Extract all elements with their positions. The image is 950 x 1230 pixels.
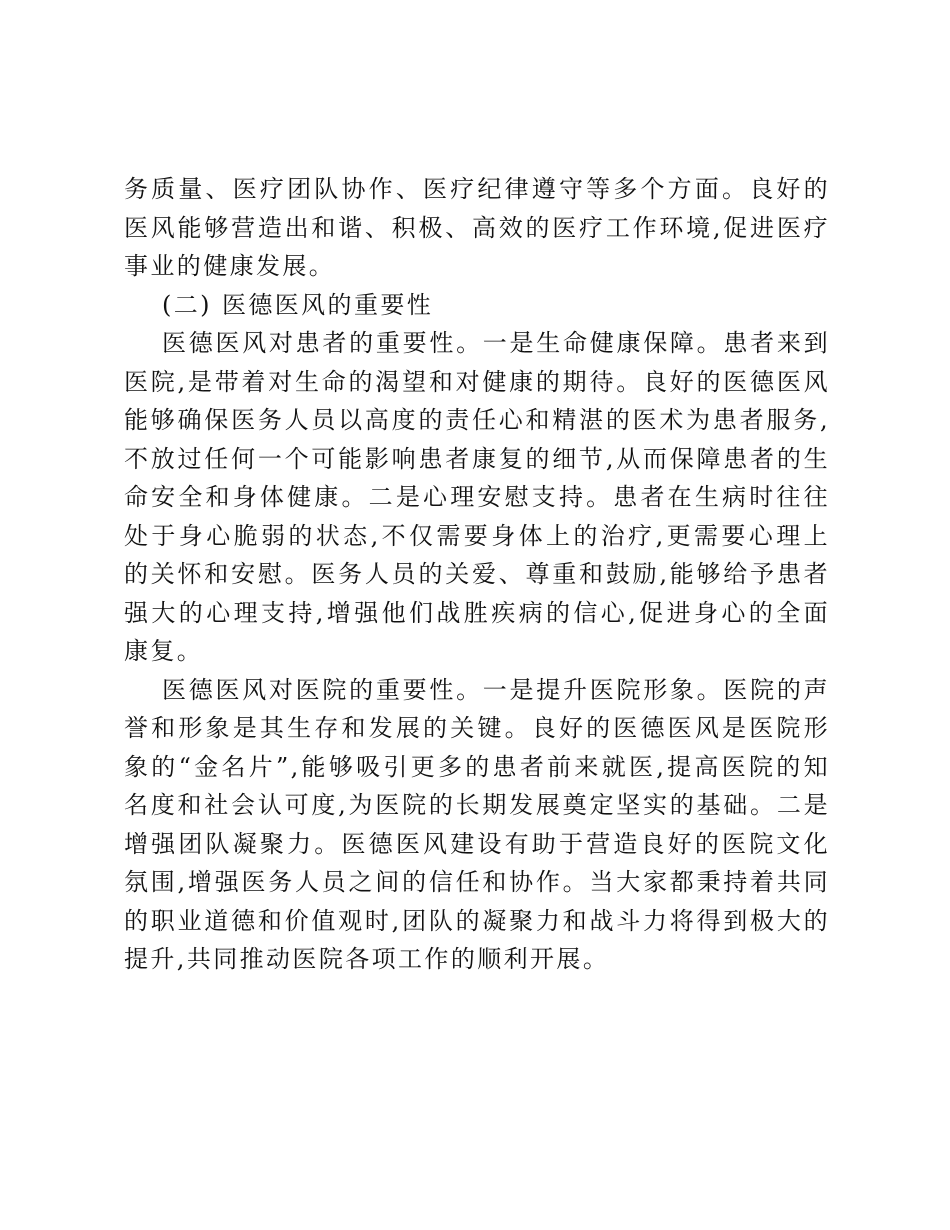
- paragraph-importance-to-patients: 医德医风对患者的重要性。一是生命健康保障。患者来到医院,是带着对生命的渴望和对健康的期待。良好的医德医风能够确保医务人员以高度的责任心和精湛的医术为患者服务,不放过任何一个可能影响患者康复的细节,从而保障患者的生命安全和身体健康。二是心理安慰支持。患者在生病时往往处于身心脆弱的状态,不仅需要身体上的治疗,更需要心理上的关怀和安慰。医务人员的关爱、尊重和鼓励,能够给予患者强大的心理支持,增强他们战胜疾病的信心,促进身心的全面康复。: [124, 329, 830, 665]
- document-body: [124, 170, 830, 979]
- paragraph-continuation: 务质量、医疗团队协作、医疗纪律遵守等多个方面。良好的医风能够营造出和谐、积极、高效的医疗工作环境,促进医疗事业的健康发展。: [124, 175, 830, 280]
- section-heading: (二) 医德医风的重要性: [162, 290, 434, 319]
- paragraph-importance-to-hospital: 医德医风对医院的重要性。一是提升医院形象。医院的声誉和形象是其生存和发展的关键。良好的医德医风是医院形象的“金名片”,能够吸引更多的患者前来就医,提高医院的知名度和社会认可度,为医院的长期发展奠定坚实的基础。二是增强团队凝聚力。医德医风建设有助于营造良好的医院文化氛围,增强医务人员之间的信任和协作。当大家都秉持着共同的职业道德和价值观时,团队的凝聚力和战斗力将得到极大的提升,共同推动医院各项工作的顺利开展。: [124, 675, 830, 973]
